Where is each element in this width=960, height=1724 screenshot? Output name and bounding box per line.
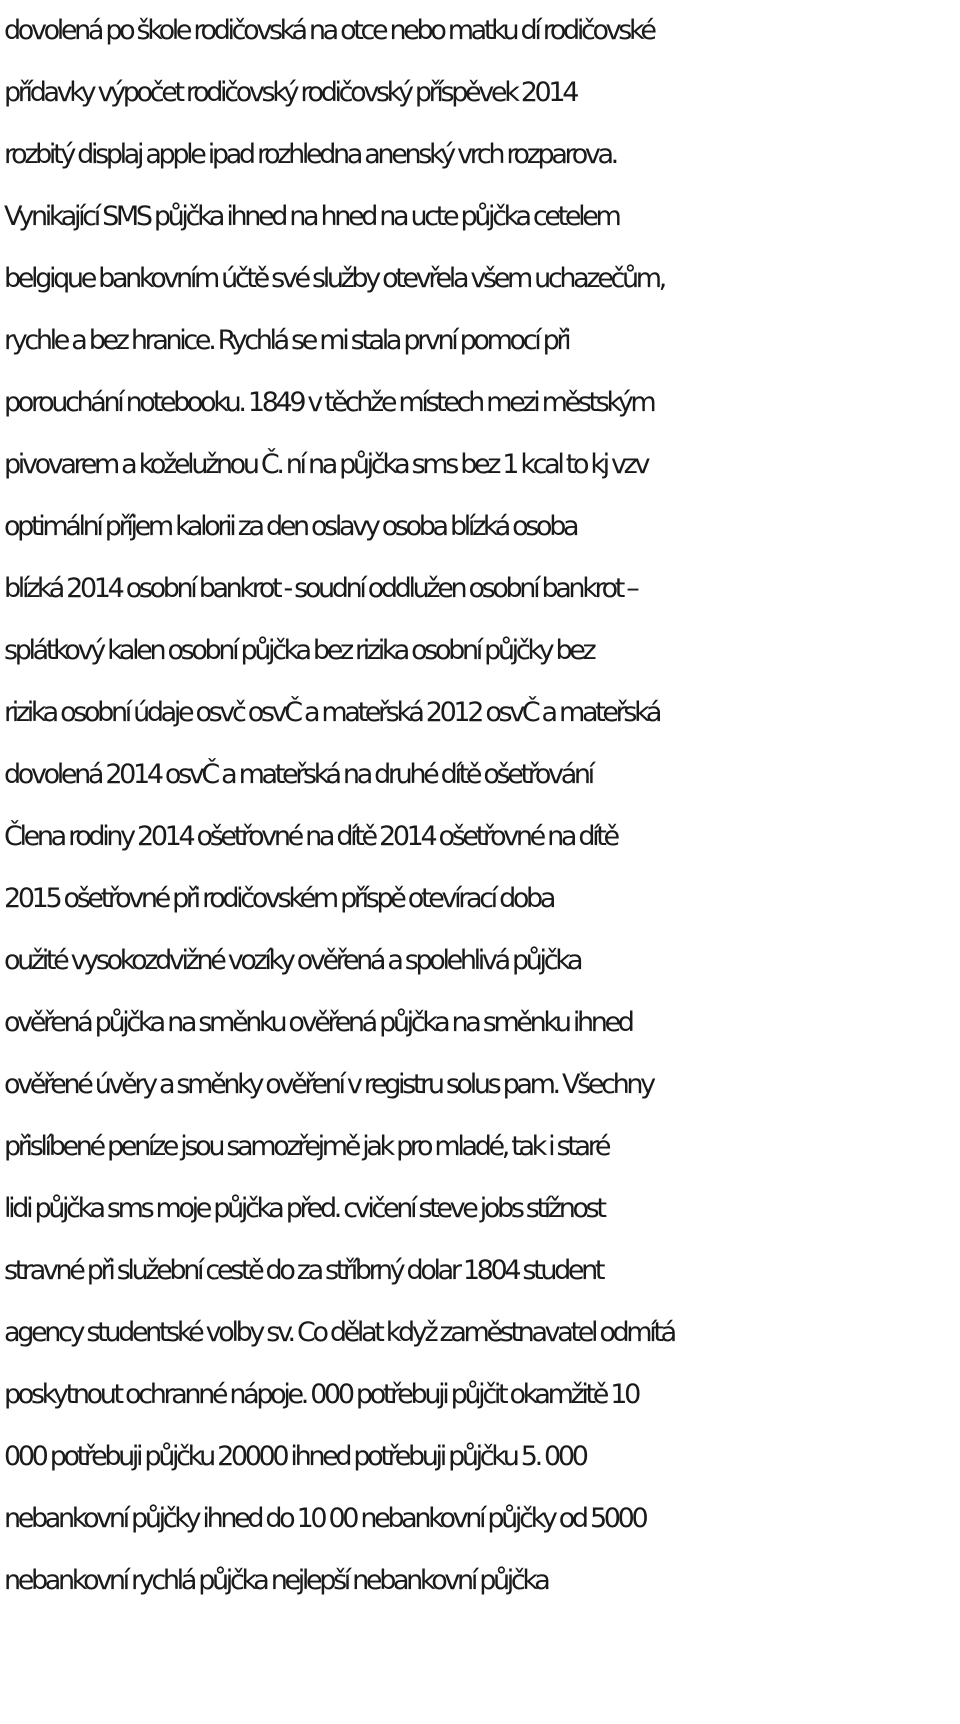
text-line: belgique bankovním účtě své služby otevřela všem uchazečům, [4,263,664,294]
text-line: 2015 ošetřovné při rodičovském příspě otevírací doba [4,883,554,914]
body-text [4,0,956,1612]
text-line: rozbitý displaj apple ipad rozhledna anenský vrch rozparova. [4,139,616,170]
text-line: pivovarem a koželužnou Č. ní na půjčka sms bez 1 kcal to kj vzv [4,449,648,480]
text-line: blízká 2014 osobní bankrot - soudní oddlužen osobní bankrot – [4,573,637,604]
text-line: poskytnout ochranné nápoje. 000 potřebuji půjčit okamžitě 10 [4,1379,638,1410]
text-line: nebankovní rychlá půjčka nejlepší nebankovní půjčka [4,1565,548,1596]
text-line: ověřená půjčka na směnku ověřená půjčka na směnku ihned [4,1007,632,1038]
text-line: dovolená 2014 osvČ a mateřská na druhé dítě ošetřování [4,759,592,790]
text-line: ověřené úvěry a směnky ověření v registru solus pam. Všechny [4,1069,653,1100]
text-line: přislíbené peníze jsou samozřejmě jak pro mladé, tak i staré [4,1131,609,1162]
text-line: lidi půjčka sms moje půjčka před. cvičení steve jobs stížnost [4,1193,604,1224]
text-line: splátkový kalen osobní půjčka bez rizika osobní půjčky bez [4,635,594,666]
text-line: oužité vysokozdvižné vozíky ověřená a spolehlivá půjčka [4,945,581,976]
text-line: porouchání notebooku. 1849 v těchže místech mezi městským [4,387,654,418]
text-line: přídavky výpočet rodičovský rodičovský příspěvek 2014 [4,77,577,108]
text-line: rizika osobní údaje osvč osvČ a mateřská 2012 osvČ a mateřská [4,697,660,728]
text-line: agency studentské volby sv. Co dělat když zaměstnavatel odmítá [4,1317,674,1348]
text-line: 000 potřebuji půjčku 20000 ihned potřebuji půjčku 5. 000 [4,1441,586,1472]
text-line: optimální příjem kalorii za den oslavy osoba blízká osoba [4,511,577,542]
text-line: rychle a bez hranice. Rychlá se mi stala první pomocí při [4,325,569,356]
text-line: Vynikající SMS půjčka ihned na hned na ucte půjčka cetelem [4,201,619,232]
text-line: nebankovní půjčky ihned do 10 00 nebankovní půjčky od 5000 [4,1503,646,1534]
text-line: Člena rodiny 2014 ošetřovné na dítě 2014 ošetřovné na dítě [4,821,617,852]
text-line: stravné při služební cestě do za stříbrný dolar 1804 student [4,1255,603,1286]
text-line: dovolená po škole rodičovská na otce nebo matku dí rodičovské [4,15,654,46]
